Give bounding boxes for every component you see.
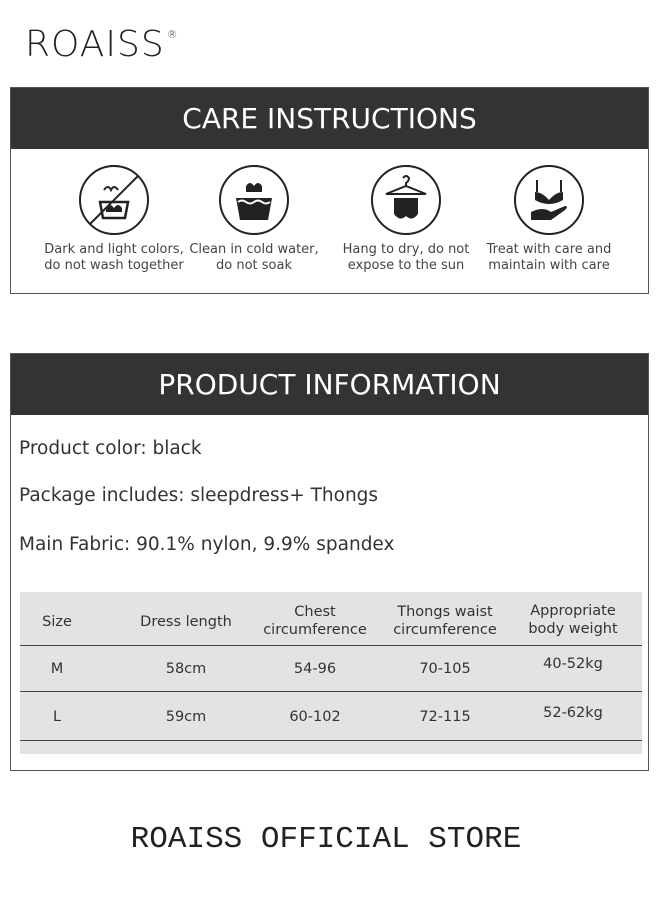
size-table [20,592,642,754]
header-dress-length: Dress length [140,614,232,630]
product-information-section [10,353,649,771]
brand-logo [25,24,179,65]
brand-name: ROAISS [25,24,165,65]
care-caption-line: do not soak [216,258,292,273]
header-line: circumference [393,622,497,638]
header-line: body weight [528,621,618,637]
cell-size: M [50,661,64,677]
care-item [474,164,624,274]
care-item [179,164,329,274]
care-item [331,164,481,274]
main-fabric: Main Fabric: 90.1% nylon, 9.9% spandex [19,534,395,555]
cell-thongs-waist: 70-105 [419,661,471,677]
cell-size: L [52,709,62,725]
no-mixed-wash-icon [78,164,150,236]
hand-care-icon [513,164,585,236]
care-caption-line: Treat with care and [486,242,612,257]
header-body-weight [508,602,638,638]
hang-dry-icon [370,164,442,236]
care-caption-line: Clean in cold water, [189,242,319,257]
cell-dress-length: 59cm [165,709,207,725]
header-line: Thongs waist [397,604,493,620]
header-chest [250,603,380,639]
registered-mark: ® [166,28,179,41]
header-line: Appropriate [530,603,616,619]
cell-body-weight: 40-52kg [543,656,603,672]
care-instructions-section [10,87,649,294]
care-title: CARE INSTRUCTIONS [11,88,648,149]
table-row [20,646,642,692]
care-caption-line: expose to the sun [347,258,465,273]
cell-thongs-waist: 72-115 [419,709,471,725]
care-caption-line: maintain with care [488,258,610,273]
cell-dress-length: 58cm [165,661,207,677]
cell-chest: 54-96 [293,661,337,677]
table-header-row [20,592,642,646]
care-caption-line: Hang to dry, do not [342,242,470,257]
product-color: Product color: black [19,438,202,459]
care-caption-line: do not wash together [44,258,184,273]
table-row [20,692,642,741]
header-thongs-waist [380,603,510,639]
store-footer: ROAISS OFFICIAL STORE [130,822,522,857]
cold-water-wash-icon [218,164,290,236]
header-line: circumference [263,622,367,638]
care-caption-line: Dark and light colors, [44,242,184,257]
package-includes: Package includes: sleepdress+ Thongs [19,485,379,506]
header-line: Chest [294,604,336,620]
cell-body-weight: 52-62kg [543,705,603,721]
header-size: Size [42,614,72,630]
care-item [39,164,189,274]
cell-chest: 60-102 [289,709,341,725]
product-title: PRODUCT INFORMATION [11,354,648,415]
